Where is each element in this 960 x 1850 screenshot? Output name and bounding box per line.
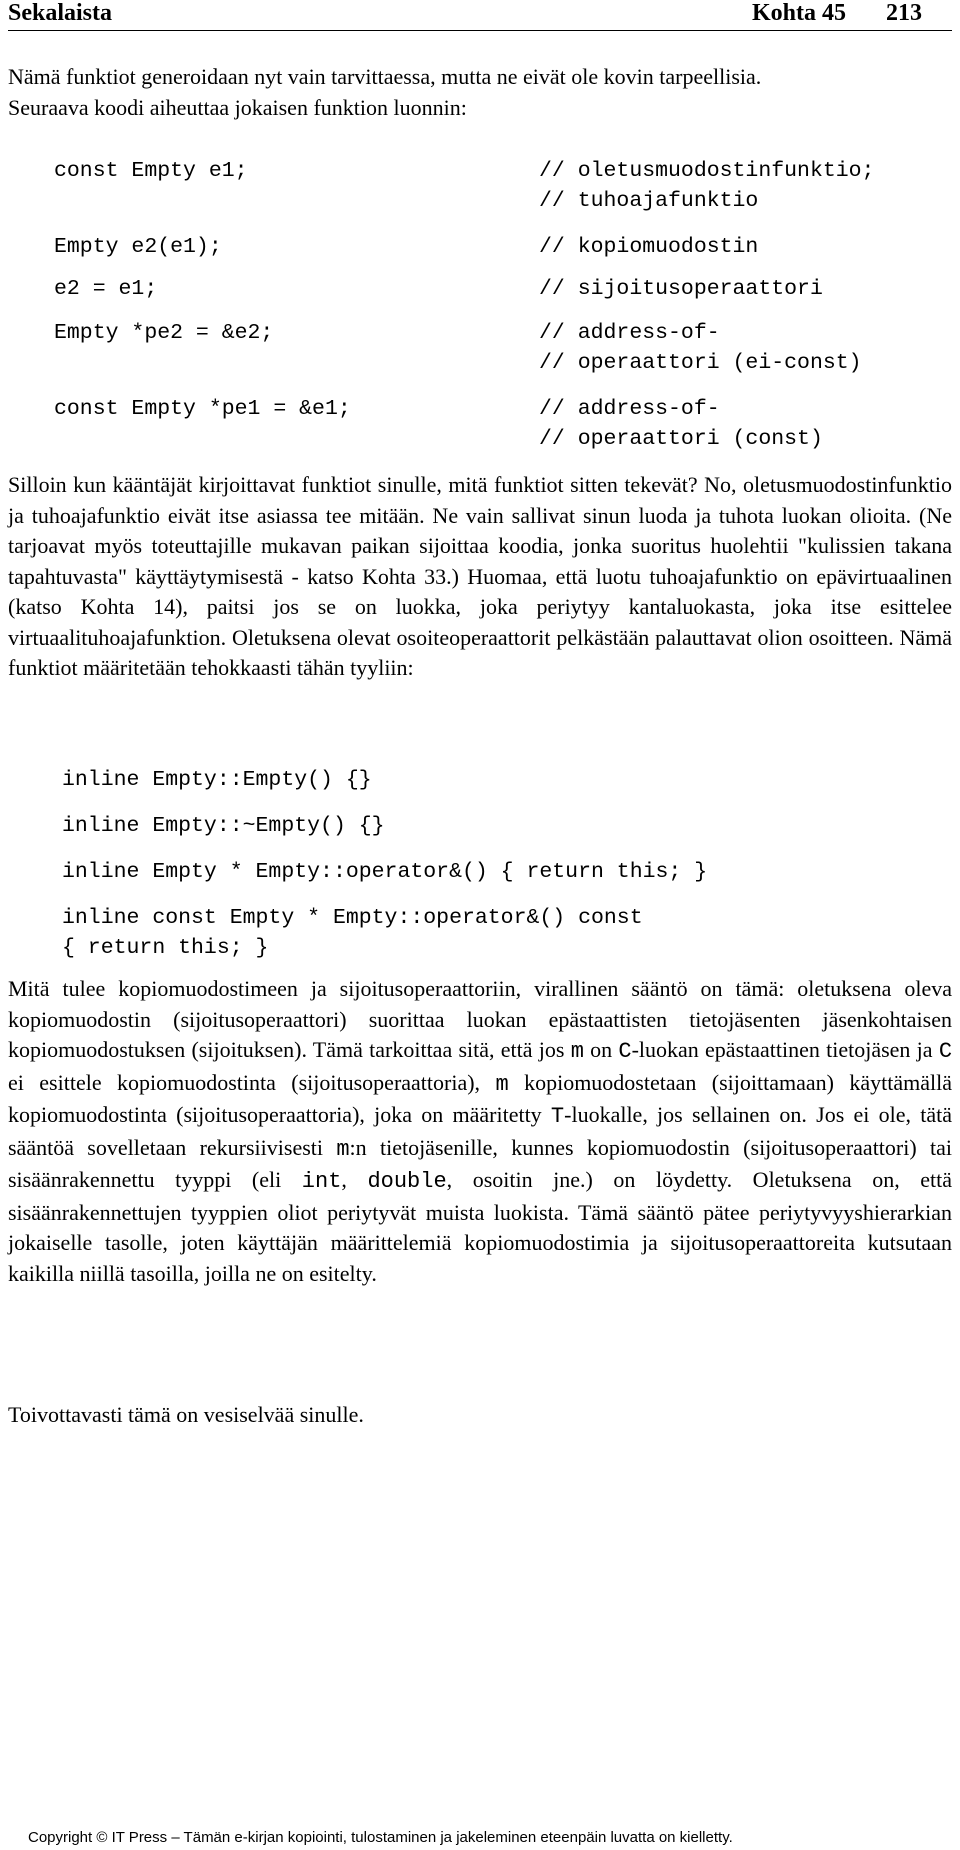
- code-row: [54, 274, 874, 304]
- document-page: [8, 0, 952, 1850]
- copyright-footer: Copyright © IT Press – Tämän e-kirjan kopiointi, tulostaminen ja jakeleminen eteenpäin luvatta on kielletty.: [28, 1829, 733, 1846]
- intro-line-2: Seuraava koodi aiheuttaa jokaisen funktion luonnin:: [8, 94, 467, 120]
- code-line: inline Empty * Empty::operator&() { return this; }: [62, 860, 708, 884]
- code-line: inline Empty::~Empty() {}: [62, 814, 385, 838]
- code-comment: // kopiomuodostin: [539, 235, 759, 259]
- code-row: [54, 232, 874, 262]
- intro-line-1: Nämä funktiot generoidaan nyt vain tarvittaessa, mutta ne eivät ole kovin tarpeellisia.: [8, 64, 762, 89]
- inline-code: m: [336, 1136, 350, 1162]
- intro-paragraph: [8, 62, 952, 123]
- closing-paragraph: Toivottavasti tämä on vesiselvää sinulle.: [8, 1402, 364, 1427]
- code-statement: const Empty *pe1 = &e1;: [54, 397, 351, 421]
- chapter-label: Kohta 45: [752, 0, 847, 26]
- inline-code: C: [618, 1039, 632, 1064]
- code-comment: // sijoitusoperaattori: [539, 277, 823, 301]
- copy-rule-paragraph: Mitä tulee kopiomuodostimeen ja sijoitusoperaattoriin, virallinen sääntö on tämä: oletuksena oleva kopiomuodostin (sijoitusoperaattori) suorittaa luokan epästaattisten tietojäsenten jäsenkohtaisen kopiomuodostuksen (sijoituksen). Tämä tarkoittaa sitä, että jos m on C-luokan epästaattinen tietojäsen ja C ei esittele kopiomuodostinta (sijoitusoperaattoria), m kopiomuodostetaan (sijoittamaan) käyttämällä kopiomuodostinta (sijoitusoperaattoria), joka on määritetty T-luokalle, jos sellainen on. Jos ei ole, tätä sääntöä sovelletaan rekursiivisesti m:n tietojäsenille, kunnes kopiomuodostin (sijoitusoperaattori) tai sisäänrakennettu tyyppi (eli int, double, osoitin jne.) on löydetty. Oletuksena on, että sisäänrakennettujen tyyppien oliot periytyvät muista luokista. Tämä sääntö pätee periytyvyyshierarkian jokaiselle tasolle, joten käyttäjän määrittelemiä kopiomuodostimia ja sijoitusoperaattoreita kutsutaan kaikilla niillä tasoilla, joilla ne on esitelty.: [8, 976, 953, 1286]
- code-comment: // oletusmuodostinfunktio; // tuhoajafunktio: [539, 159, 875, 213]
- code-comment: // address-of- // operaattori (ei-const): [539, 321, 862, 375]
- code-comment-table: [54, 156, 874, 470]
- code-row: [54, 156, 874, 216]
- code-line: inline const Empty * Empty::operator&() const { return this; }: [62, 906, 643, 960]
- code-statement: Empty e2(e1);: [54, 235, 222, 259]
- code-line: inline Empty::Empty() {}: [62, 768, 372, 792]
- code-statement: e2 = e1;: [54, 277, 158, 301]
- code-row: [54, 394, 874, 454]
- inline-code: m: [570, 1039, 584, 1064]
- code-comment: // address-of- // operaattori (const): [539, 397, 823, 451]
- inline-code: C: [938, 1039, 953, 1064]
- inline-code: T: [550, 1104, 565, 1129]
- section-title: Sekalaista: [8, 0, 113, 26]
- explanation-paragraph: Silloin kun kääntäjät kirjoittavat funktiot sinulle, mitä funktiot sitten tekevät? No, oletusmuodostinfunktio ja tuhoajafunktio eivät itse asiassa tee mitään. Ne vain sallivat sinun luoda ja tuhota luokan olioita. (Ne tarjoavat myös toteuttajille mukavan paikan sijoittaa koodia, jonka suoritus huolehtii "kulissien takana tapahtuvasta" käyttäytymisestä - katso Kohta 33.) Huomaa, että luotu tuhoajafunktio on epävirtuaalinen (katso Kohta 14), paitsi jos se on luokka, joka periytyy kantaluokasta, joka itse esittelee virtuaalituhoajafunktion. Oletuksena olevat osoiteoperaattorit pelkästään palauttavat olion osoitteen. Nämä funktiot määritetään tehokkaasti tähän tyyliin:: [8, 472, 952, 680]
- header-rule: [8, 30, 952, 31]
- code-block: [62, 765, 707, 963]
- code-row: [54, 318, 874, 378]
- page-number: 213: [886, 0, 922, 26]
- inline-code: int: [301, 1169, 342, 1194]
- page-header: [8, 0, 952, 30]
- inline-code: m: [495, 1071, 509, 1097]
- code-statement: const Empty e1;: [54, 159, 248, 183]
- inline-code: double: [367, 1169, 447, 1194]
- code-statement: Empty *pe2 = &e2;: [54, 321, 274, 345]
